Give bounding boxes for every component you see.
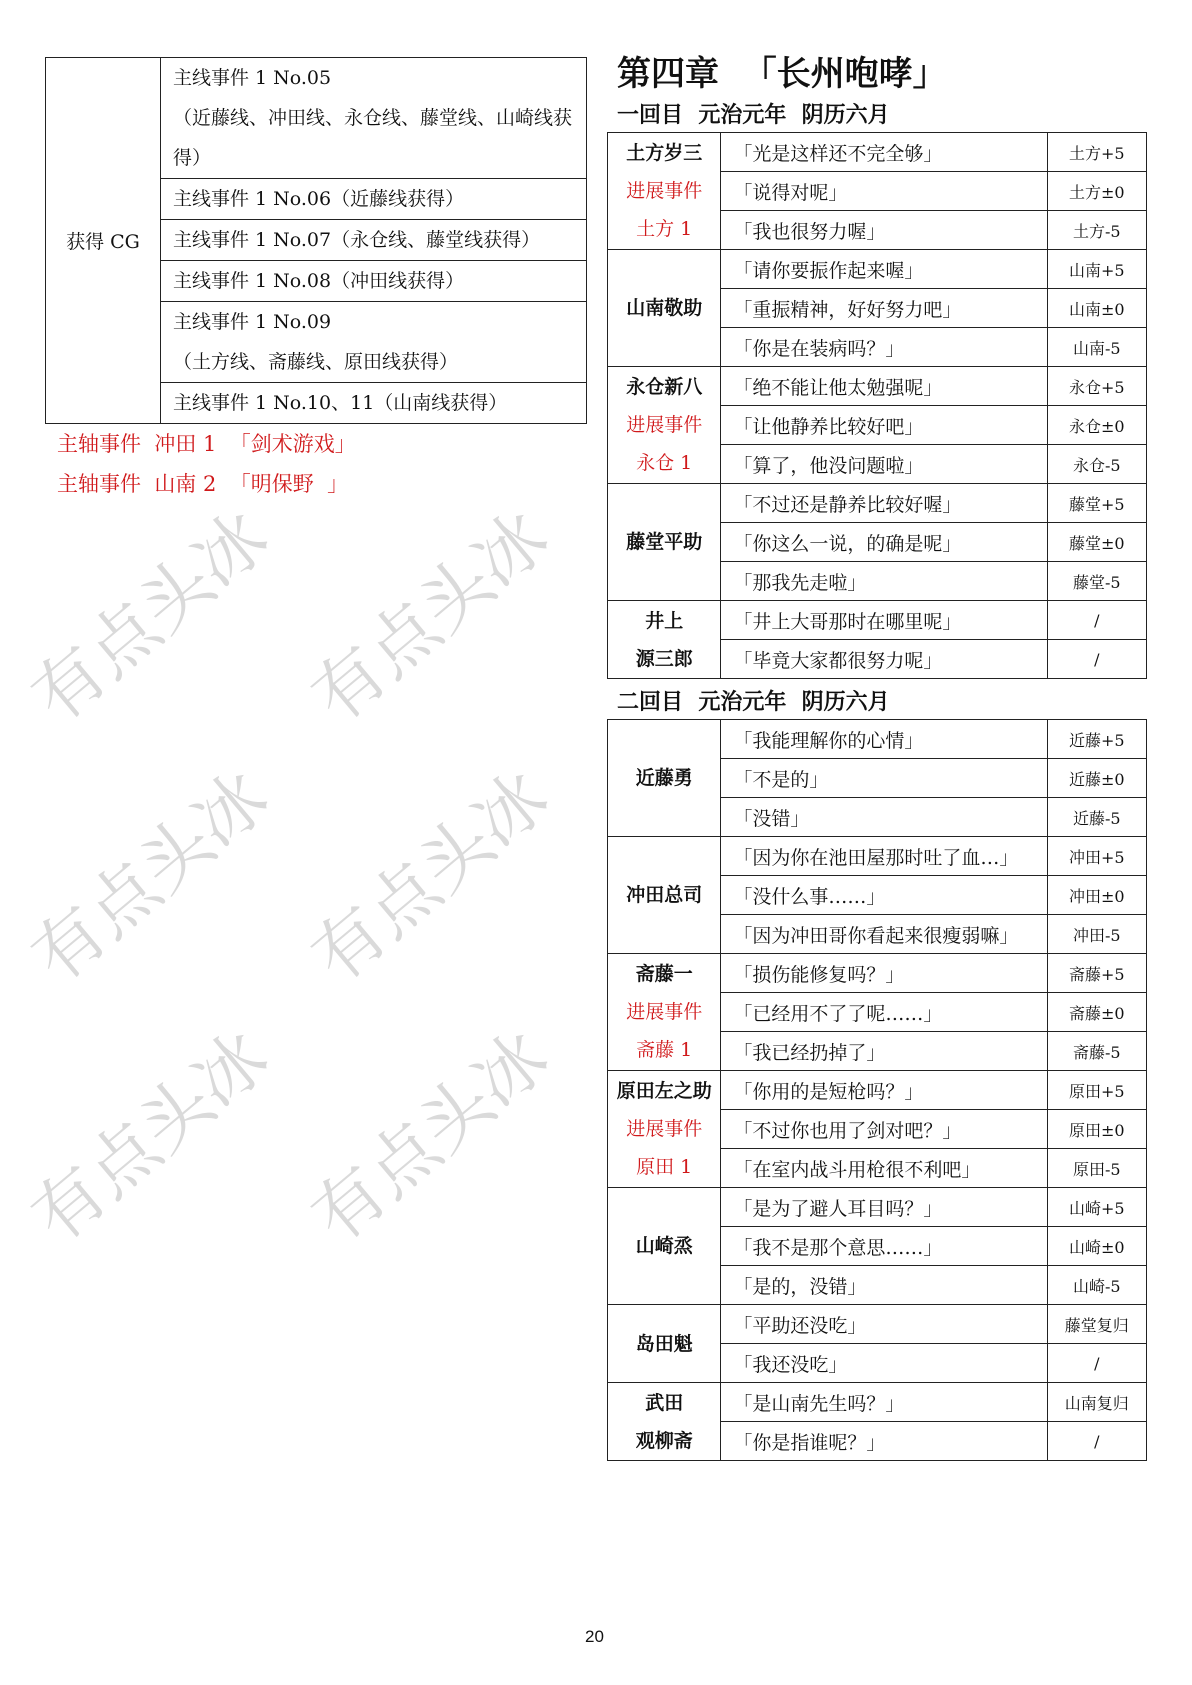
character-cell [608, 1188, 721, 1305]
dialogue-choice: 「重振精神，好好努力吧」 [721, 289, 1047, 328]
affection-change: / [1047, 640, 1146, 679]
affection-change: 山南+5 [1047, 250, 1146, 289]
character-name: 近藤勇 [635, 767, 693, 789]
character-name: 井上 [645, 609, 684, 632]
affection-change: 藤堂复归 [1047, 1305, 1146, 1344]
dialogue-choice: 「井上大哥那时在哪里呢」 [721, 601, 1047, 640]
dialogue-choice: 「已经用不了了呢……」 [721, 993, 1047, 1032]
progress-event-label: 斋藤 1 [636, 1039, 693, 1061]
character-cell [608, 601, 721, 679]
progress-event-label: 原田 1 [636, 1156, 693, 1178]
affection-change: 山南-5 [1047, 328, 1146, 367]
dialogue-choice: 「绝不能让他太勉强呢」 [721, 367, 1047, 406]
dialogue-choice: 「你这么一说，的确是呢」 [721, 523, 1047, 562]
choice-row [608, 837, 1147, 876]
watermark: 有点头冰 [16, 755, 284, 999]
axis-event-okita: 主轴事件 冲田 1 「剑术游戏」 [57, 432, 356, 456]
dialogue-choice: 「我也很努力喔」 [721, 211, 1047, 250]
affection-change: 斋藤±0 [1047, 993, 1146, 1032]
watermark: 有点头冰 [296, 755, 564, 999]
cg-item-line: （土方线、斋藤线、原田线获得） [173, 351, 459, 373]
dialogue-choice: 「是的，没错」 [721, 1266, 1047, 1305]
dialogue-choice: 「因为你在池田屋那时吐了血…」 [721, 837, 1047, 876]
affection-change: 斋藤+5 [1047, 954, 1146, 993]
page-number: 20 [585, 1627, 604, 1646]
cg-label: 获得 CG [46, 58, 161, 424]
affection-change: 山南复归 [1047, 1383, 1146, 1422]
character-name: 源三郎 [635, 647, 693, 670]
affection-change: 斋藤-5 [1047, 1032, 1146, 1071]
character-cell [608, 1305, 721, 1383]
dialogue-choice: 「毕竟大家都很努力呢」 [721, 640, 1047, 679]
character-name: 斋藤一 [635, 963, 693, 985]
watermark: 有点头冰 [16, 495, 284, 739]
character-cell [608, 1071, 721, 1188]
affection-change: / [1047, 601, 1146, 640]
affection-change: 冲田+5 [1047, 837, 1146, 876]
character-cell [608, 837, 721, 954]
affection-change: 近藤+5 [1047, 720, 1146, 759]
character-name: 原田左之助 [616, 1080, 712, 1102]
dialogue-choice: 「损伤能修复吗？」 [721, 954, 1047, 993]
affection-change: 土方+5 [1047, 133, 1146, 172]
chapter-title: 第四章 「长州咆哮」 [617, 54, 947, 94]
character-name: 永仓新八 [626, 376, 703, 398]
dialogue-choice: 「我还没吃」 [721, 1344, 1047, 1383]
choices-table-1 [607, 132, 1147, 679]
right-column [607, 50, 1147, 1467]
section-heading-1: 一回目 元治元年 阴历六月 [617, 102, 890, 128]
cg-item [161, 261, 587, 302]
character-name: 武田 [645, 1391, 684, 1414]
progress-event-label: 永仓 1 [636, 452, 693, 474]
affection-change: 原田±0 [1047, 1110, 1146, 1149]
cg-item-line: 主线事件 1 No.06（近藤线获得） [173, 188, 465, 210]
affection-change: 永仓+5 [1047, 367, 1146, 406]
character-name: 山崎烝 [635, 1235, 693, 1257]
choices-table-2 [607, 719, 1147, 1461]
progress-event-label: 土方 1 [636, 218, 693, 240]
character-name: 藤堂平助 [626, 531, 703, 553]
affection-change: 原田+5 [1047, 1071, 1146, 1110]
character-name: 观柳斋 [635, 1429, 693, 1452]
affection-change: 冲田±0 [1047, 876, 1146, 915]
progress-event-label: 进展事件 [626, 1118, 703, 1140]
section-heading-2: 二回目 元治元年 阴历六月 [617, 689, 890, 715]
dialogue-choice: 「光是这样还不完全够」 [721, 133, 1047, 172]
cg-item-line: 主线事件 1 No.10、11（山南线获得） [173, 392, 508, 414]
dialogue-choice: 「让他静养比较好吧」 [721, 406, 1047, 445]
character-name: 冲田总司 [626, 884, 703, 906]
character-name: 岛田魁 [635, 1332, 693, 1355]
dialogue-choice: 「平助还没吃」 [721, 1305, 1047, 1344]
dialogue-choice: 「请你要振作起来喔」 [721, 250, 1047, 289]
character-cell [608, 484, 721, 601]
watermark: 有点头冰 [296, 495, 564, 739]
cg-item-line: 主线事件 1 No.08（冲田线获得） [173, 270, 465, 292]
progress-event-label: 进展事件 [626, 414, 703, 436]
progress-event-label: 进展事件 [626, 1001, 703, 1023]
dialogue-choice: 「说得对呢」 [721, 172, 1047, 211]
character-cell [608, 367, 721, 484]
watermark: 有点头冰 [296, 1015, 564, 1259]
affection-change: / [1047, 1344, 1146, 1383]
character-cell [608, 250, 721, 367]
choice-row [608, 954, 1147, 993]
dialogue-choice: 「我能理解你的心情」 [721, 720, 1047, 759]
dialogue-choice: 「你是指谁呢？」 [721, 1422, 1047, 1461]
progress-event-label: 进展事件 [626, 180, 703, 202]
affection-change: 近藤±0 [1047, 759, 1146, 798]
cg-item-line: （近藤线、冲田线、永仓线、藤堂线、山崎线获得） [173, 107, 573, 169]
left-column [45, 57, 587, 504]
dialogue-choice: 「你是在装病吗？」 [721, 328, 1047, 367]
affection-change: 近藤-5 [1047, 798, 1146, 837]
dialogue-choice: 「那我先走啦」 [721, 562, 1047, 601]
cg-item [161, 58, 587, 179]
affection-change: 藤堂±0 [1047, 523, 1146, 562]
dialogue-choice: 「不过你也用了剑对吧？」 [721, 1110, 1047, 1149]
choice-row [608, 601, 1147, 640]
cg-item-line: 主线事件 1 No.05 [173, 67, 332, 89]
dialogue-choice: 「在室内战斗用枪很不利吧」 [721, 1149, 1047, 1188]
choice-row [608, 720, 1147, 759]
dialogue-choice: 「你用的是短枪吗？」 [721, 1071, 1047, 1110]
character-name: 山南敬助 [626, 297, 703, 319]
watermark: 有点头冰 [16, 1015, 284, 1259]
choice-row [608, 250, 1147, 289]
affection-change: 藤堂+5 [1047, 484, 1146, 523]
cg-item [161, 179, 587, 220]
affection-change: 山崎+5 [1047, 1188, 1146, 1227]
dialogue-choice: 「算了，他没问题啦」 [721, 445, 1047, 484]
affection-change: 山南±0 [1047, 289, 1146, 328]
choice-row [608, 133, 1147, 172]
character-cell [608, 133, 721, 250]
affection-change: 山崎±0 [1047, 1227, 1146, 1266]
character-name: 土方岁三 [626, 142, 703, 164]
cg-item [161, 302, 587, 383]
affection-change: 冲田-5 [1047, 915, 1146, 954]
affection-change: 永仓-5 [1047, 445, 1146, 484]
choice-row [608, 1383, 1147, 1422]
cg-row [46, 58, 587, 179]
affection-change: / [1047, 1422, 1146, 1461]
dialogue-choice: 「我不是那个意思……」 [721, 1227, 1047, 1266]
dialogue-choice: 「不是的」 [721, 759, 1047, 798]
choice-row [608, 484, 1147, 523]
cg-item [161, 383, 587, 424]
choice-row [608, 367, 1147, 406]
dialogue-choice: 「没什么事……」 [721, 876, 1047, 915]
choice-row [608, 1305, 1147, 1344]
cg-item [161, 220, 587, 261]
affection-change: 土方-5 [1047, 211, 1146, 250]
character-cell [608, 720, 721, 837]
choice-row [608, 1188, 1147, 1227]
affection-change: 土方±0 [1047, 172, 1146, 211]
choice-row [608, 1071, 1147, 1110]
character-cell [608, 954, 721, 1071]
axis-event-sannan: 主轴事件 山南 2 「明保野 」 [57, 472, 349, 496]
dialogue-choice: 「是为了避人耳目吗？」 [721, 1188, 1047, 1227]
affection-change: 山崎-5 [1047, 1266, 1146, 1305]
cg-item-line: 主线事件 1 No.09 [173, 311, 332, 333]
dialogue-choice: 「因为冲田哥你看起来很瘦弱嘛」 [721, 915, 1047, 954]
affection-change: 永仓±0 [1047, 406, 1146, 445]
affection-change: 藤堂-5 [1047, 562, 1146, 601]
dialogue-choice: 「没错」 [721, 798, 1047, 837]
dialogue-choice: 「我已经扔掉了」 [721, 1032, 1047, 1071]
dialogue-choice: 「是山南先生吗？」 [721, 1383, 1047, 1422]
cg-item-line: 主线事件 1 No.07（永仓线、藤堂线获得） [173, 229, 541, 251]
dialogue-choice: 「不过还是静养比较好喔」 [721, 484, 1047, 523]
character-cell [608, 1383, 721, 1461]
cg-table [45, 57, 587, 424]
affection-change: 原田-5 [1047, 1149, 1146, 1188]
